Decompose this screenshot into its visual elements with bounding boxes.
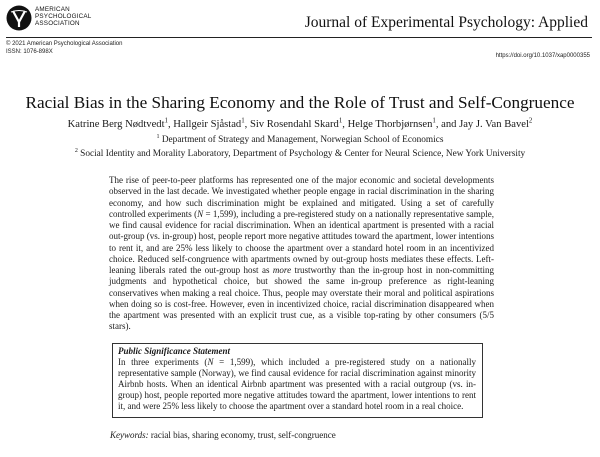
apa-logo-icon	[6, 5, 32, 31]
author-affiliation-marker: 2	[528, 117, 533, 125]
abstract-text: = 1,599), including a pre-registered study on a nationally representative sample, we find causal evidence for racial discrimination. When an identical apartment is presented with a racial out-group (vs. in-group) host, people report more negative attitudes toward the apartment, lower intentions to rent it, and are 25% less likely to choose the apartment over a standard hotel room in an incentivized choice. Reduced self-congruence with apartments owned by out-group hosts mediates these effects. Left-leaning liberals rated the out-group host as	[109, 208, 494, 275]
keywords-text: racial bias, sharing economy, trust, self-congruence	[148, 430, 336, 440]
header-divider	[6, 37, 592, 38]
public-significance-text	[118, 357, 476, 412]
copyright-line: © 2021 American Psychological Association	[6, 41, 123, 47]
author-name: Jay J. Van Bavel	[459, 119, 529, 130]
paper-title: Racial Bias in the Sharing Economy and the Role of Trust and Self-Congruence	[25, 93, 575, 112]
logo-line: AMERICAN	[35, 6, 70, 13]
sample-size-symbol: N	[197, 208, 204, 219]
author-name: Hallgeir Sjåstad	[173, 119, 242, 130]
public-significance-box	[112, 343, 483, 418]
doi-link[interactable]: https://doi.org/10.1037/xap0000355	[495, 53, 590, 59]
ps-text-part: = 1,599), which included a pre-registered study on a nationally representative sample (Norway), we find causal evidence for racial discrimination against minority Airbnb hosts. When an identical Airbnb apartment was presented with a racial outgroup (vs. in-group) host, people reported more negative attitudes toward the apartment, lower intentions to rent it, and were 25% less likely to choose the apartment over a standard hotel room in a real choice.	[118, 357, 477, 411]
abstract-text: trustworthy than the in-group host in non-committing judgments and hypothetical choice, but showed the same in-group preference as right-leaning conservatives when making a real choice. Thus, people may overstate their moral and political aspirations when doing so is cost-free. However, even in incentivized choice, racial discrimination disappeared when the apartment was presented with an explicit trust cue, as a visible top-rating by other consumers (5/5 stars).	[109, 265, 494, 332]
author-affiliation-marker: 1	[432, 117, 436, 125]
author-list	[0, 119, 600, 130]
publication-meta	[6, 41, 122, 56]
affiliation-1	[0, 135, 600, 145]
apa-logo-text	[35, 6, 92, 28]
ps-text-part: In three experiments (	[118, 357, 208, 367]
keywords-line	[110, 430, 336, 440]
affiliation-marker: 1	[156, 133, 160, 140]
logo-line: PSYCHOLOGICAL	[35, 13, 92, 21]
journal-title: Journal of Experimental Psychology: Applied	[304, 14, 588, 31]
author-separator: ,	[342, 119, 348, 130]
author-separator: ,	[244, 119, 250, 130]
author-separator: , and	[435, 119, 460, 130]
logo-line: ASSOCIATION	[35, 20, 80, 28]
author-name: Helge Thorbjørnsen	[347, 119, 433, 130]
author-affiliation-marker: 1	[241, 117, 245, 125]
abstract-paragraph	[109, 175, 494, 333]
author-name: Siv Rosendahl Skard	[249, 119, 339, 130]
issn-line: ISSN: 1076-898X	[6, 48, 53, 55]
affiliation-text: Department of Strategy and Management, Norwegian School of Economics	[161, 135, 444, 145]
author-separator: ,	[167, 119, 174, 130]
author-name: Katrine Berg Nødtvedt	[67, 119, 165, 130]
public-significance-heading: Public Significance Statement	[118, 346, 230, 356]
author-affiliation-marker: 1	[164, 117, 168, 125]
author-affiliation-marker: 1	[338, 117, 343, 125]
journal-header	[0, 0, 600, 40]
affiliation-marker: 2	[74, 147, 78, 154]
sample-size-symbol: N	[207, 357, 214, 367]
affiliation-2	[0, 149, 600, 159]
abstract	[109, 175, 494, 333]
abstract-text: The rise of peer-to-peer platforms has represented one of the major economic and societal developments observed in the last decade. We investigated whether people engage in racial discrimination in the sharing economy, and how such discrimination might be explained and mitigated. Using a set of carefully controlled experiments (	[109, 175, 494, 219]
keywords-label: Keywords:	[110, 430, 149, 440]
abstract-emphasis: more	[272, 265, 292, 275]
affiliation-text: Social Identity and Morality Laboratory, Department of Psychology & Center for Neural Science, New York University	[80, 149, 526, 159]
